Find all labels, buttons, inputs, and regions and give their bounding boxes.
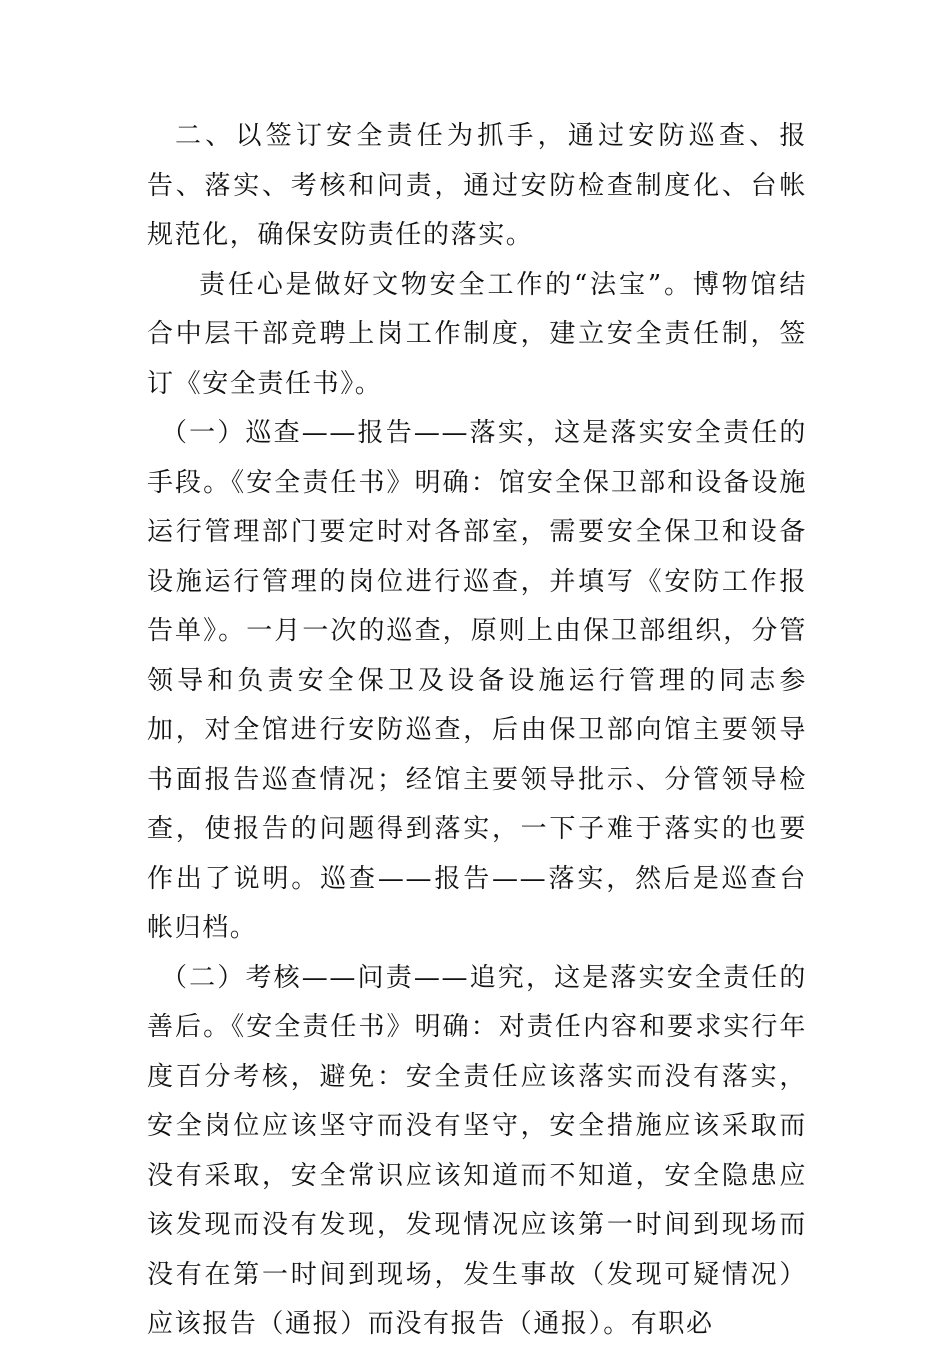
document-body: [147, 112, 807, 1350]
paragraph-assessment-accountability: （二）考核——问责——追究，这是落实安全责任的善后。《安全责任书》明确：对责任内容和要求实行年度百分考核，避免：安全责任应该落实而没有落实，安全岗位应该坚守而没有坚守，安全措施应该采取而没有采取，安全常识应该知道而不知道，安全隐患应该发现而没有发现，发现情况应该第一时间到现场而没有在第一时间到现场，发生事故（发现可疑情况）应该报告（通报）而没有报告（通报）。有职必: [147, 962, 807, 1339]
paragraph-inspection-report-implementation: （一）巡查——报告——落实，这是落实安全责任的手段。《安全责任书》明确：馆安全保卫部和设备设施运行管理部门要定时对各部室，需要安全保卫和设备设施运行管理的岗位进行巡查，并填写《安防工作报告单》。一月一次的巡查，原则上由保卫部组织，分管领导和负责安全保卫及设备设施运行管理的同志参加，对全馆进行安防巡查，后由保卫部向馆主要领导书面报告巡查情况；经馆主要领导批示、分管领导检查，使报告的问题得到落实，一下子难于落实的也要作出了说明。巡查——报告——落实，然后是巡查台帐归档。: [147, 418, 807, 943]
paragraph-section-two-heading: 二、以签订安全责任为抓手，通过安防巡查、报告、落实、考核和问责，通过安防检查制度化、台帐规范化，确保安防责任的落实。: [147, 121, 807, 250]
paragraph-responsibility-intro: 责任心是做好文物安全工作的“法宝”。博物馆结合中层干部竞聘上岗工作制度，建立安全责任制，签订《安全责任书》。: [147, 269, 807, 399]
